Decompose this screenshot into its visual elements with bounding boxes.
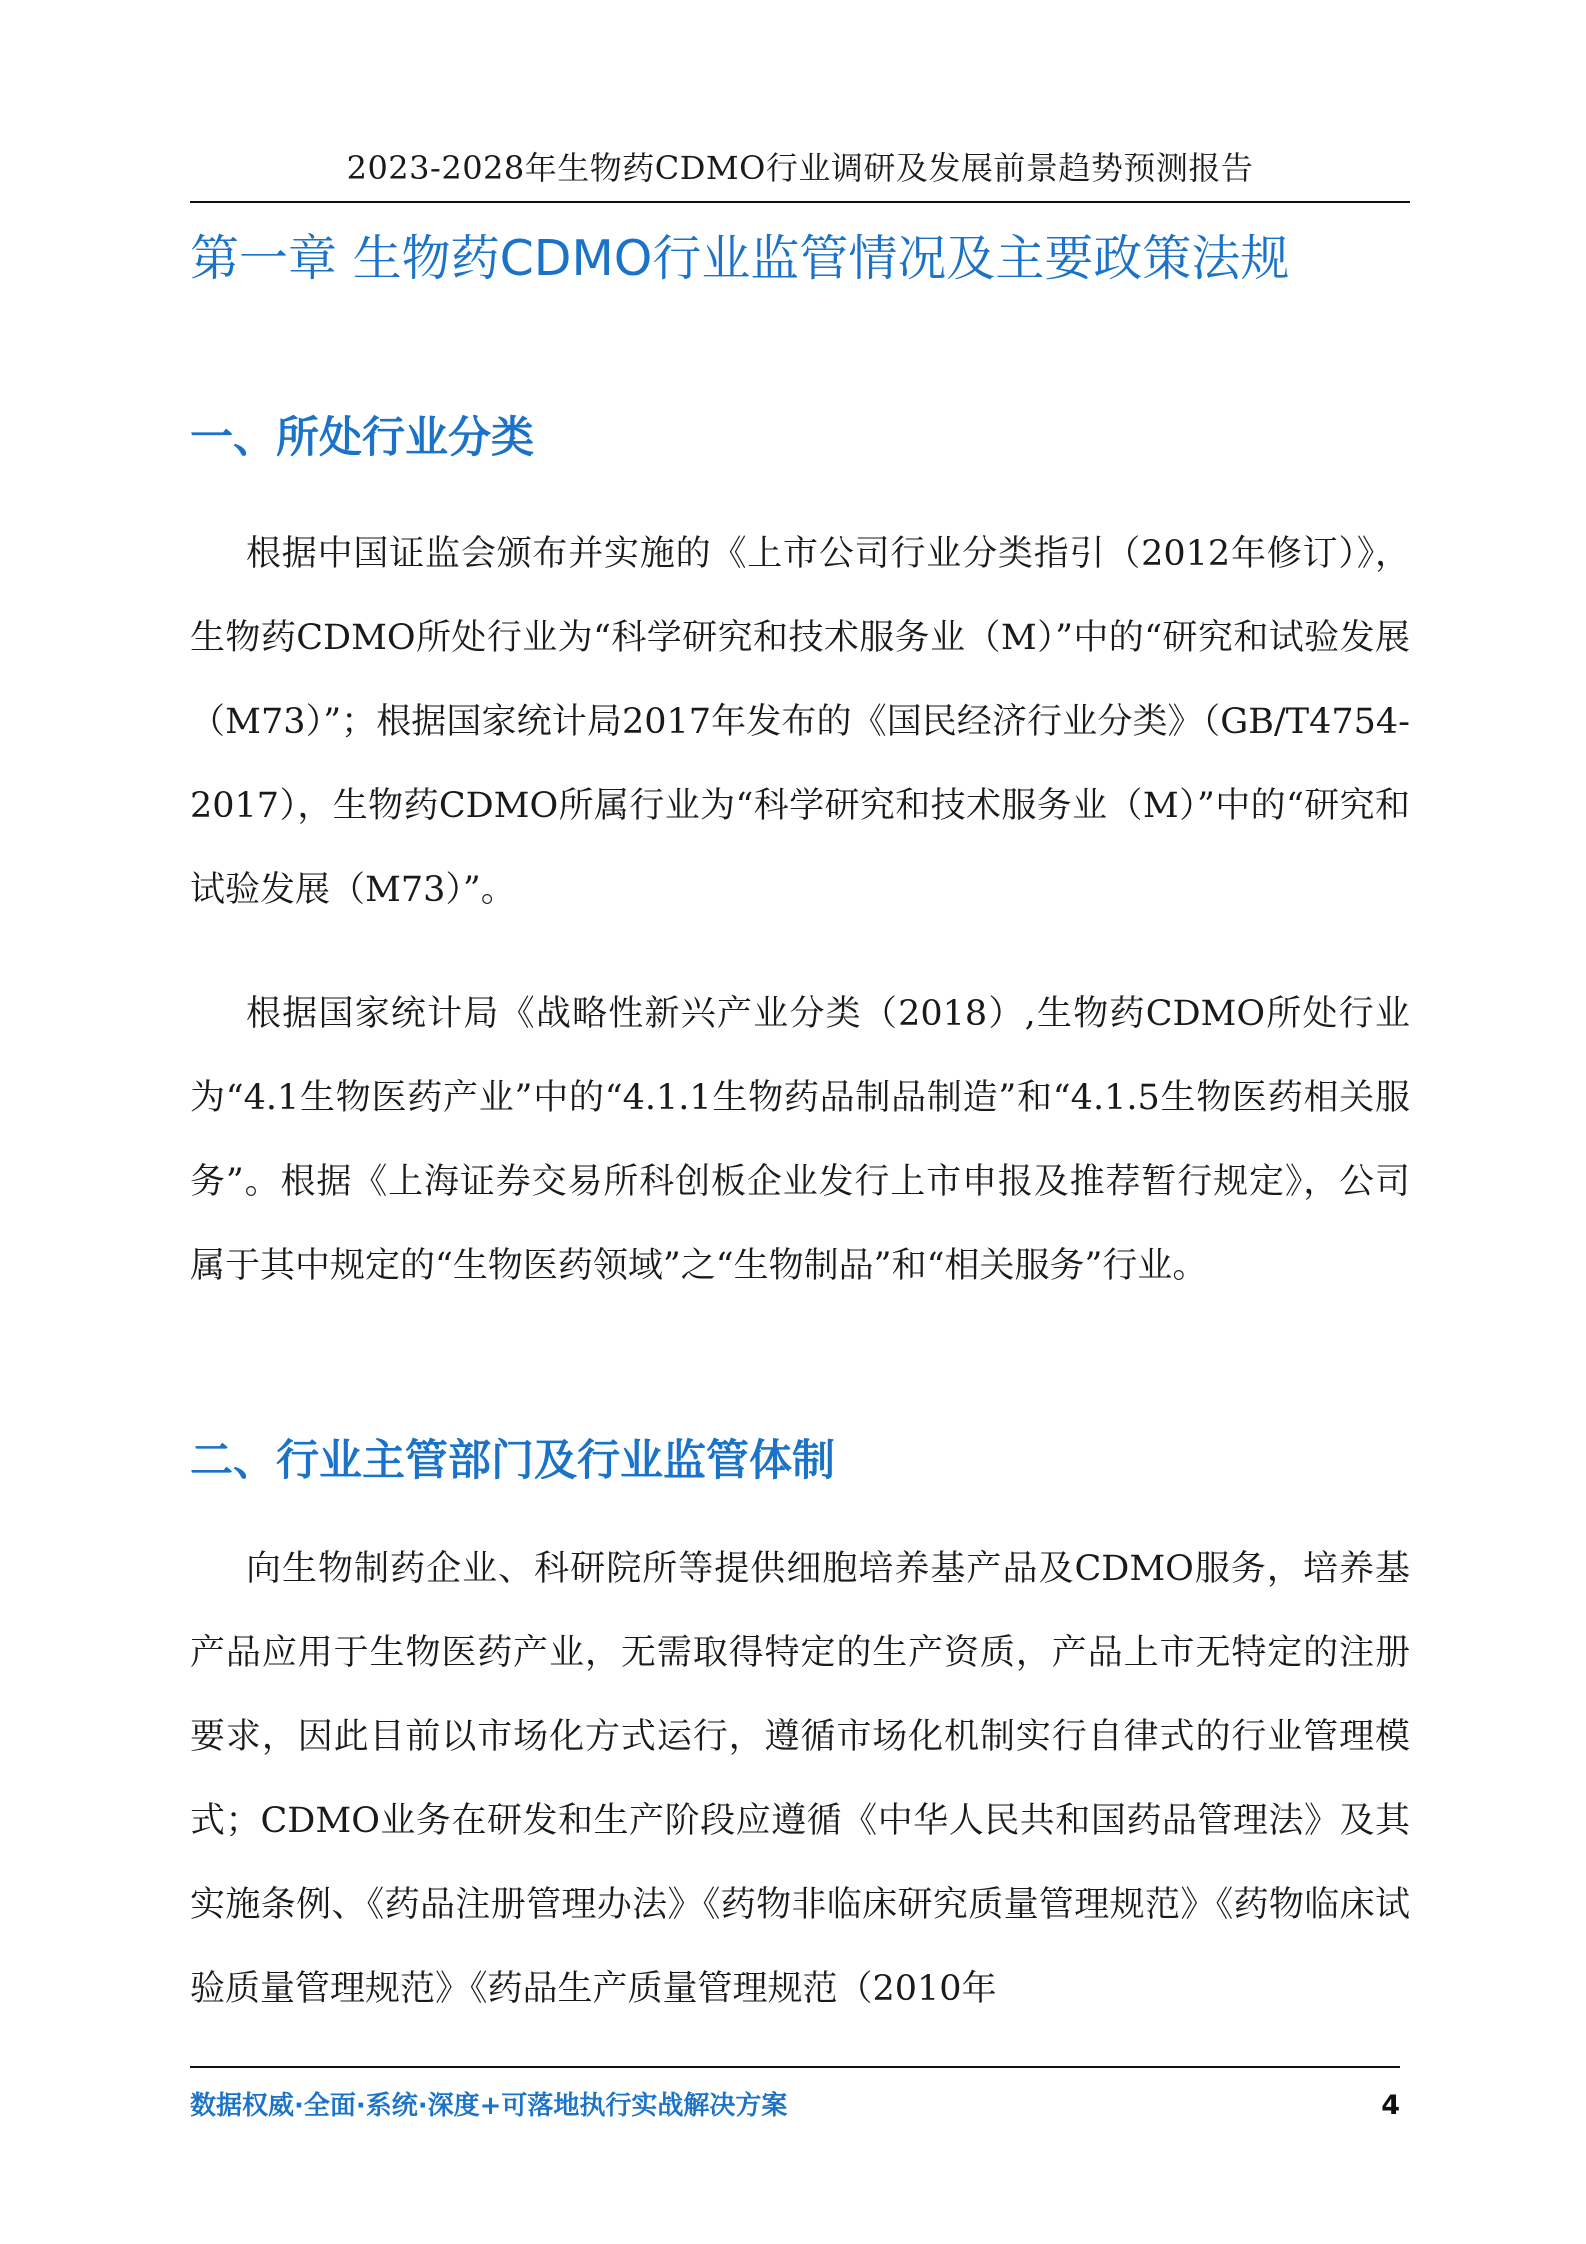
paragraph-industry-classification-1: 根据中国证监会颁布并实施的《上市公司行业分类指引（2012年修订）》，生物药CDMO所处行业为“科学研究和技术服务业（M）”中的“研究和试验发展（M73）”；根据国家统计局2017年发布的《国民经济行业分类》（GB/T4754-2017），生物药CDMO所属行业为“科学研究和技术服务业（M）”中的“研究和试验发展（M73）”。	[190, 534, 1410, 910]
page-number: 4	[1381, 2090, 1400, 2121]
footer-slogan: 数据权威·全面·系统·深度+可落地执行实战解决方案	[190, 2091, 788, 2121]
section-title-regulatory-system: 二、行业主管部门及行业监管体制	[190, 1436, 835, 1486]
chapter-title: 第一章 生物药CDMO行业监管情况及主要政策法规	[190, 230, 1290, 287]
page-header-title: 2023-2028年生物药CDMO行业调研及发展前景趋势预测报告	[346, 149, 1254, 187]
section-title-industry-classification: 一、所处行业分类	[190, 413, 534, 463]
footer-divider	[190, 2066, 1400, 2068]
header-divider	[190, 201, 1410, 203]
paragraph-regulatory-system-1: 向生物制药企业、科研院所等提供细胞培养基产品及CDMO服务，培养基产品应用于生物医药产业，无需取得特定的生产资质，产品上市无特定的注册要求，因此目前以市场化方式运行，遵循市场化机制实行自律式的行业管理模式；CDMO业务在研发和生产阶段应遵循《中华人民共和国药品管理法》及其实施条例、《药品注册管理办法》《药物非临床研究质量管理规范》《药物临床试验质量管理规范》《药品生产质量管理规范（2010年	[190, 1549, 1410, 2009]
paragraph-industry-classification-2: 根据国家统计局《战略性新兴产业分类（2018）,生物药CDMO所处行业为“4.1生物医药产业”中的“4.1.1生物药品制品制造”和“4.1.5生物医药相关服务”。根据《上海证券交易所科创板企业发行上市申报及推荐暂行规定》，公司属于其中规定的“生物医药领域”之“生物制品”和“相关服务”行业。	[190, 994, 1410, 1286]
